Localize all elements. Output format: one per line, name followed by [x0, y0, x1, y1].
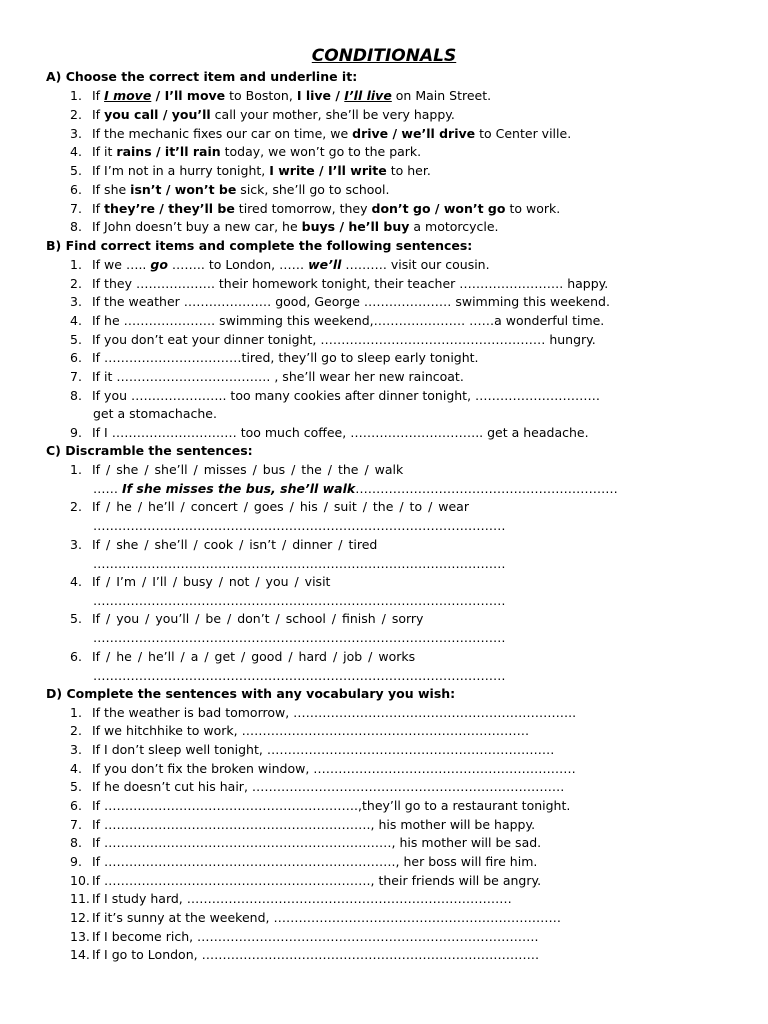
section-d-item-1: 1. If the weather is bad tomorrow, …………………………………………………………..: [70, 705, 577, 720]
section-c-answer-line-4: ………………………………………………………………………………………: [93, 593, 506, 608]
section-d-item-14: 14. If I go to London, ………………………………………………………………………: [70, 947, 540, 962]
section-c-item-6: 6. If / he / he’ll / a / get / good / hard / job / works: [70, 649, 416, 664]
section-a-item-8: 8. If John doesn’t buy a new car, he buys / he’ll buy a motorcycle.: [70, 219, 499, 234]
section-d-item-5: 5. If he doesn’t cut his hair, …………………………………………………………………: [70, 779, 565, 794]
section-d-item-10: 10. If ………………………………………………………., their friends will be angry.: [70, 873, 542, 888]
section-a-item-2: 2. If you call / you’ll call your mother, she’ll be very happy.: [70, 107, 455, 122]
section-b-item-4: 4. If he …………………. swimming this weekend,…………………. ……a wonderful time.: [70, 313, 605, 328]
page-title: CONDITIONALS: [311, 46, 457, 66]
section-b-item-3: 3. If the weather ………………… good, George ………………… swimming this weekend.: [70, 294, 610, 309]
section-c-heading: C) Discramble the sentences:: [46, 443, 253, 458]
section-c-item-5: 5. If / you / you’ll / be / don’t / school / finish / sorry: [70, 611, 424, 626]
section-c-answer-line-3: ………………………………………………………………………………………: [93, 556, 506, 571]
section-b-heading: B) Find correct items and complete the following sentences:: [46, 238, 473, 253]
section-c-item-2: 2. If / he / he’ll / concert / goes / his / suit / the / to / wear: [70, 499, 469, 514]
section-d-item-4: 4. If you don’t fix the broken window, ………………………………………………………: [70, 761, 576, 776]
section-c-item-4: 4. If / I’m / I’ll / busy / not / you / visit: [70, 574, 331, 589]
section-c-answer-line-2: ………………………………………………………………………………………: [93, 518, 506, 533]
section-c-answer-line-5: ………………………………………………………………………………………: [93, 630, 506, 645]
section-d-item-3: 3. If I don’t sleep well tonight, ……………………………………………………………: [70, 742, 555, 757]
section-d-item-12: 12. If it’s sunny at the weekend, ……………………………………………………………: [70, 910, 561, 925]
section-d-heading: D) Complete the sentences with any vocabulary you wish:: [46, 686, 456, 701]
section-a-item-4: 4. If it rains / it’ll rain today, we won’t go to the park.: [70, 144, 422, 159]
section-b-item-2: 2. If they ………………. their homework tonight, their teacher ……………………. happy.: [70, 276, 609, 291]
section-d-item-9: 9. If ……………………………………………………………., her boss will fire him.: [70, 854, 538, 869]
section-b-item-8: 8. If you ………………….. too many cookies after dinner tonight, …………………………: [70, 388, 601, 403]
section-a-item-5: 5. If I’m not in a hurry tonight, I write / I’ll write to her.: [70, 163, 431, 178]
section-b-item-8-continued: get a stomachache.: [93, 406, 217, 421]
section-a-item-6: 6. If she isn’t / won’t be sick, she’ll go to school.: [70, 182, 390, 197]
section-a-item-1: 1. If I move / I’ll move to Boston, I live / I’ll live on Main Street.: [70, 88, 492, 103]
section-b-item-9: 9. If I ………………………… too much coffee, ………………………….. get a headache.: [70, 425, 589, 440]
section-b-item-5: 5. If you don’t eat your dinner tonight, ……………………………………………… hungry.: [70, 332, 596, 347]
section-b-item-7: 7. If it ………………………………. , she’ll wear her new raincoat.: [70, 369, 464, 384]
section-d-item-7: 7. If ………………………………………………………., his mother will be happy.: [70, 817, 536, 832]
section-a-item-7: 7. If they’re / they’ll be tired tomorrow, they don’t go / won’t go to work.: [70, 201, 561, 216]
section-b-item-6: 6. If ……………………………tired, they’ll go to sleep early tonight.: [70, 350, 479, 365]
section-a-heading: A) Choose the correct item and underline it:: [46, 69, 358, 84]
section-d-item-2: 2. If we hitchhike to work, ……………………………………………………………: [70, 723, 530, 738]
section-b-item-1: 1. If we ….. go …….. to London, …… we’ll ………. visit our cousin.: [70, 257, 490, 272]
section-d-item-6: 6. If …………………………………………………….,they’ll go to a restaurant tonight.: [70, 798, 571, 813]
section-a-item-3: 3. If the mechanic fixes our car on time, we drive / we’ll drive to Center ville.: [70, 126, 572, 141]
section-c-item-1: 1. If / she / she’ll / misses / bus / the / the / walk: [70, 462, 404, 477]
section-d-item-11: 11. If I study hard, ……………………………………………………………………: [70, 891, 512, 906]
section-c-item-3: 3. If / she / she’ll / cook / isn’t / dinner / tired: [70, 537, 378, 552]
section-c-example-answer: …… If she misses the bus, she’ll walk………………………………………………………: [93, 481, 618, 496]
section-c-answer-line-6: ………………………………………………………………………………………: [93, 668, 506, 683]
section-d-item-13: 13. If I become rich, ……………………………………………………………………….: [70, 929, 539, 944]
section-d-item-8: 8. If ……………………………………………………………, his mother will be sad.: [70, 835, 542, 850]
